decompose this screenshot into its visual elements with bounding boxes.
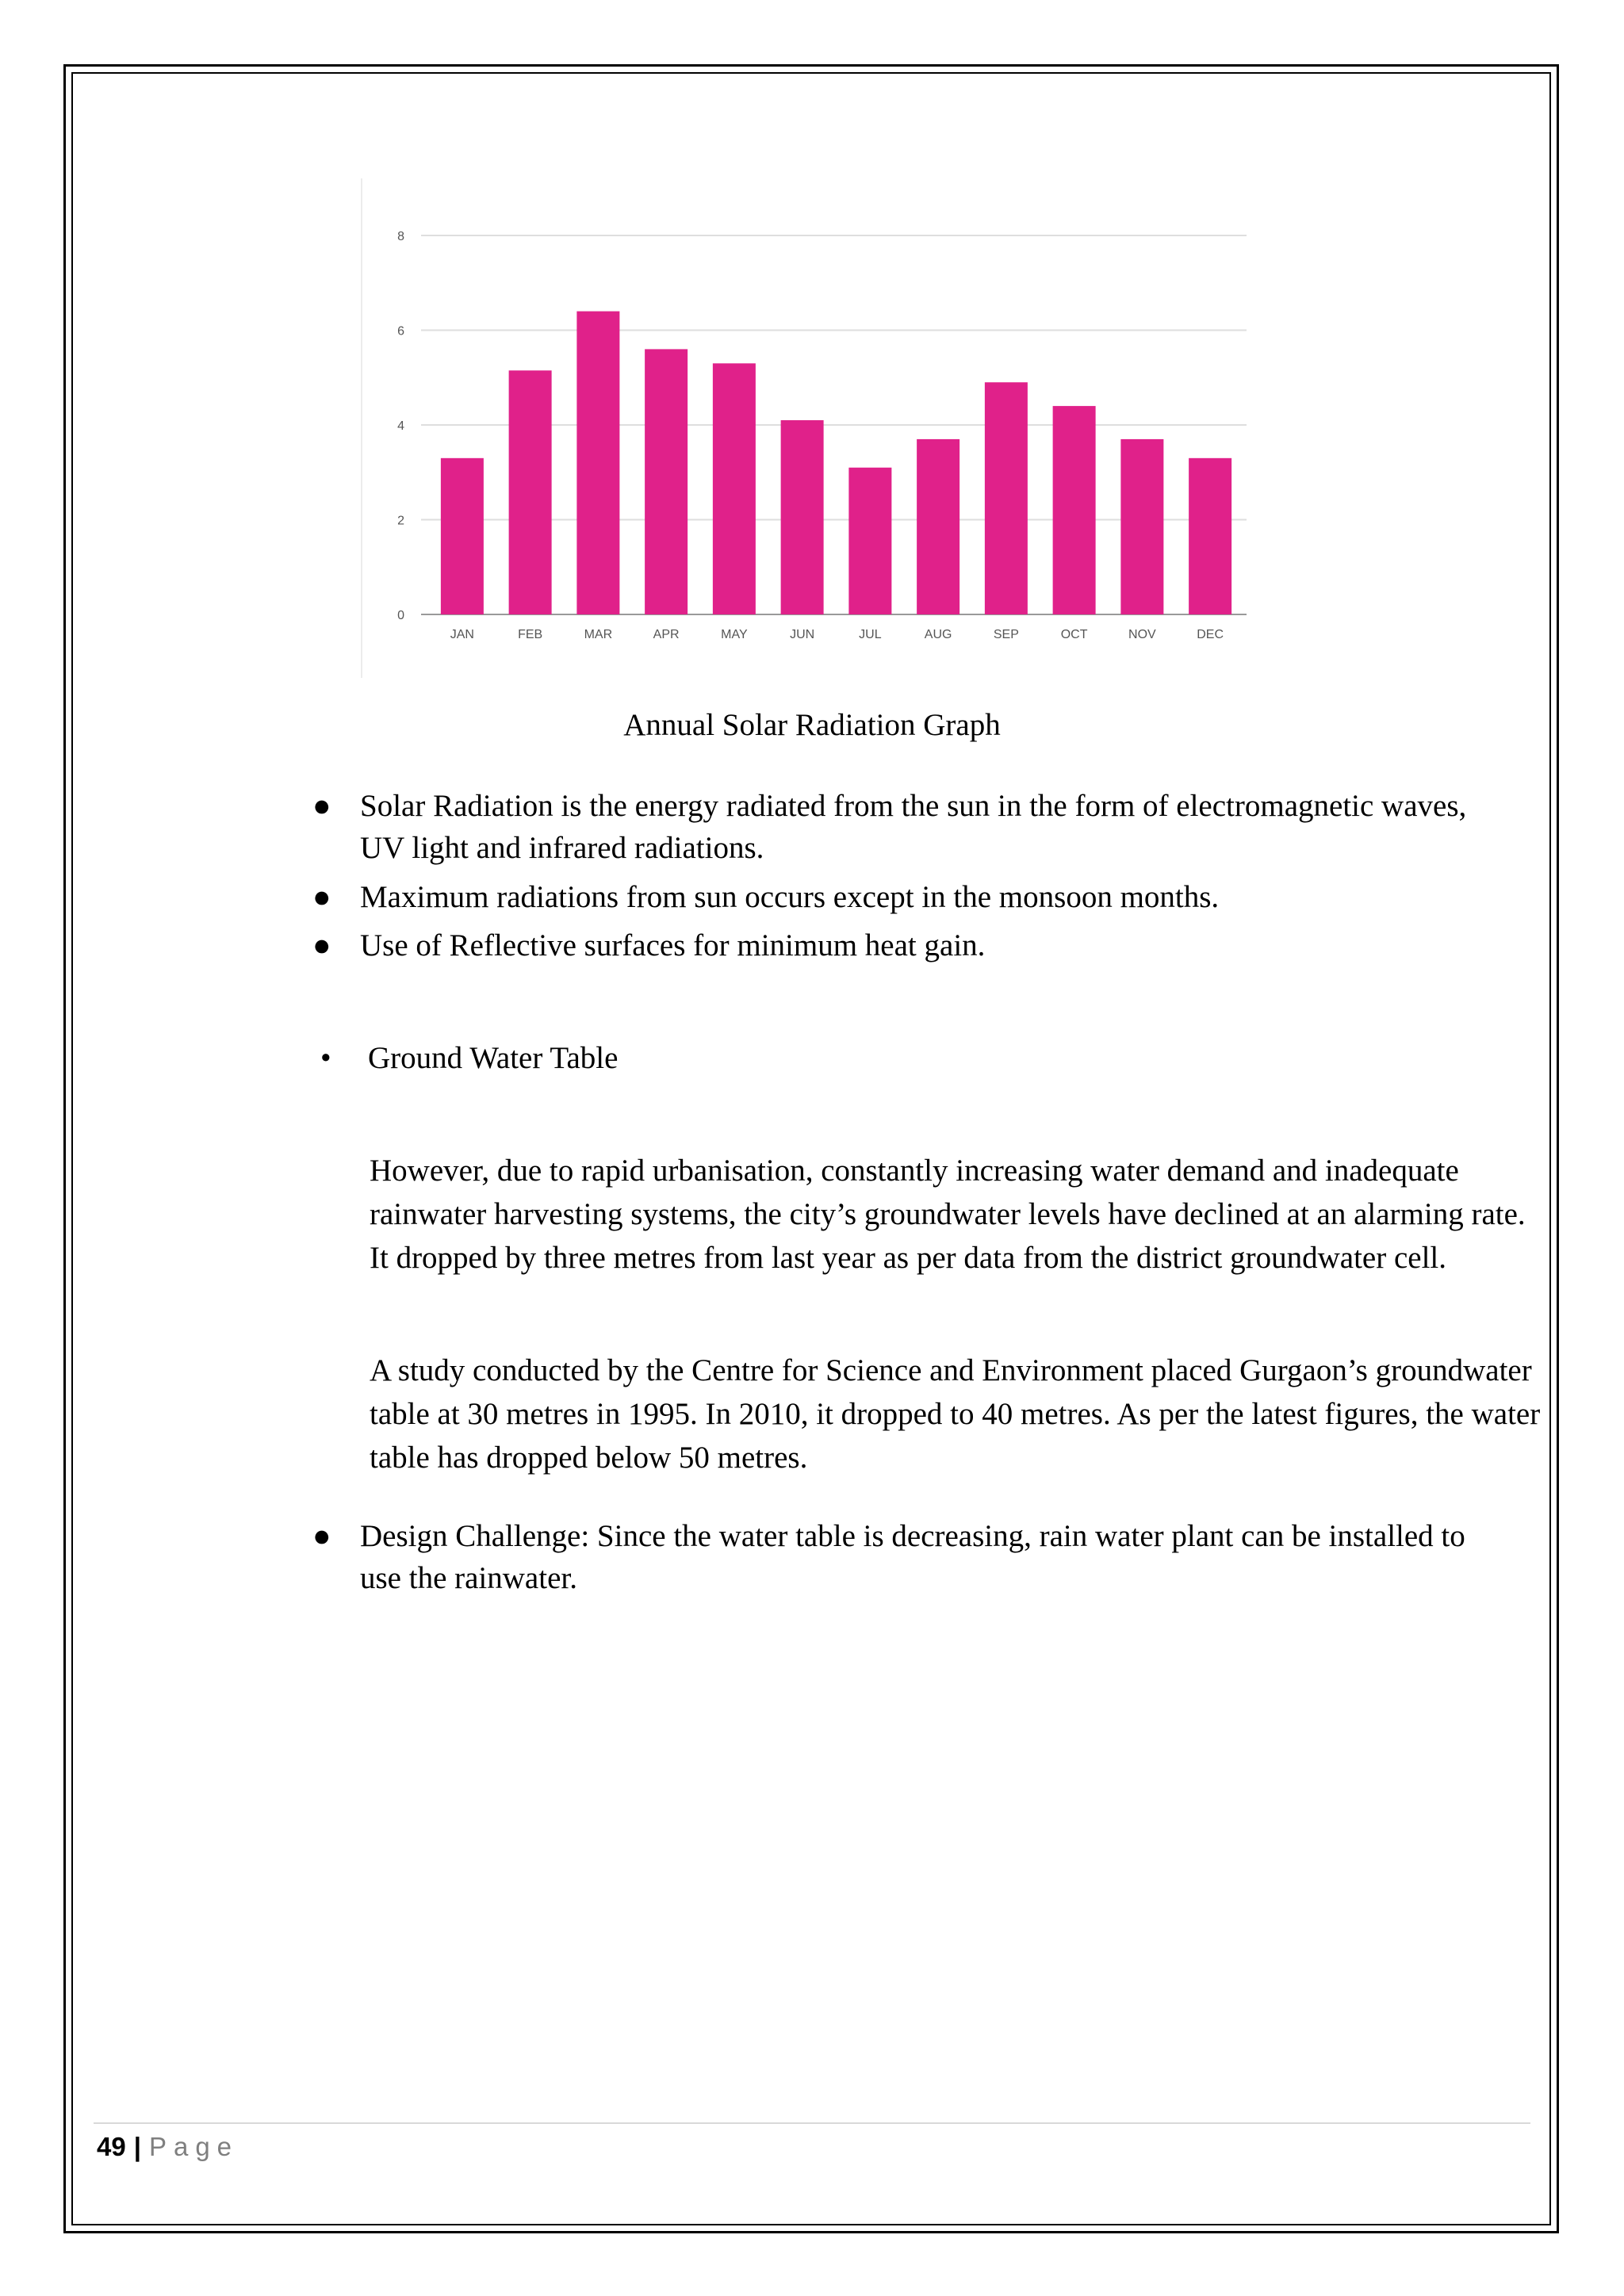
bar [1120, 439, 1163, 614]
bar [1053, 406, 1096, 614]
page-label: Page [148, 2132, 239, 2161]
bullet-icon: ● [312, 880, 331, 914]
x-tick-label: OCT [1060, 628, 1088, 641]
x-tick-label: JUN [790, 628, 815, 641]
bullet-item [312, 785, 1549, 872]
bar [917, 439, 959, 614]
bullet-icon: ● [312, 928, 331, 962]
footer-separator: | [133, 2132, 141, 2161]
page-number: 49 [97, 2132, 126, 2161]
x-tick-label: SEP [993, 628, 1019, 641]
y-tick-label: 8 [397, 230, 404, 243]
y-tick-label: 2 [397, 514, 404, 528]
y-tick-label: 6 [397, 324, 404, 339]
x-tick-label: MAY [721, 628, 748, 641]
bar [985, 382, 1028, 614]
bar [1189, 458, 1231, 614]
section-heading-text: Ground Water Table [368, 1041, 619, 1075]
chart-caption: Annual Solar Radiation Graph [623, 708, 1001, 742]
bar [576, 312, 619, 614]
bullet-icon: • [320, 1041, 331, 1075]
bullet-icon: ● [312, 789, 331, 823]
footer-rule [94, 2122, 1530, 2124]
bar [848, 468, 891, 614]
ground-water-paragraph-2: A study conducted by the Centre for Science and Environment placed Gurgaon’s groundwater table at 30 metres in 1995. In 2010, it dropped to 40 metres. As per the latest figures, the water table has dropped below 50 metres. [370, 1353, 1541, 1475]
x-tick-label: DEC [1197, 628, 1224, 641]
page-footer [97, 2130, 239, 2164]
bar [441, 458, 484, 614]
x-tick-label: MAR [584, 628, 613, 641]
x-tick-label: AUG [924, 628, 952, 641]
bar [645, 349, 688, 614]
design-challenge-text: Design Challenge: Since the water table is decreasing, rain water plant can be installed to use the rainwater. [360, 1519, 1465, 1595]
solar-radiation-chart [357, 178, 1253, 678]
bar [509, 370, 552, 614]
x-tick-label: JAN [450, 628, 474, 641]
x-tick-label: NOV [1128, 628, 1156, 641]
x-tick-label: JUL [859, 628, 882, 641]
y-tick-label: 0 [397, 609, 404, 622]
x-tick-label: APR [653, 628, 680, 641]
x-tick-label: FEB [518, 628, 543, 641]
bar [781, 420, 824, 614]
bar [713, 363, 756, 614]
y-tick-label: 4 [397, 419, 404, 433]
bullet-text: Use of Reflective surfaces for minimum heat gain. [360, 928, 986, 962]
chart-svg [357, 178, 1253, 678]
bullet-icon: ● [312, 1519, 331, 1553]
bullet-text: Maximum radiations from sun occurs except in the monsoon months. [360, 880, 1220, 914]
ground-water-paragraph-1: However, due to rapid urbanisation, constantly increasing water demand and inadequate rainwater harvesting systems, the city’s groundwater levels have declined at an alarming rate. It dropped by three metres from last year as per data from the district groundwater cell. [370, 1154, 1526, 1275]
bullet-text: Solar Radiation is the energy radiated from the sun in the form of electromagnetic waves, UV light and infrared radiations. [360, 789, 1467, 865]
